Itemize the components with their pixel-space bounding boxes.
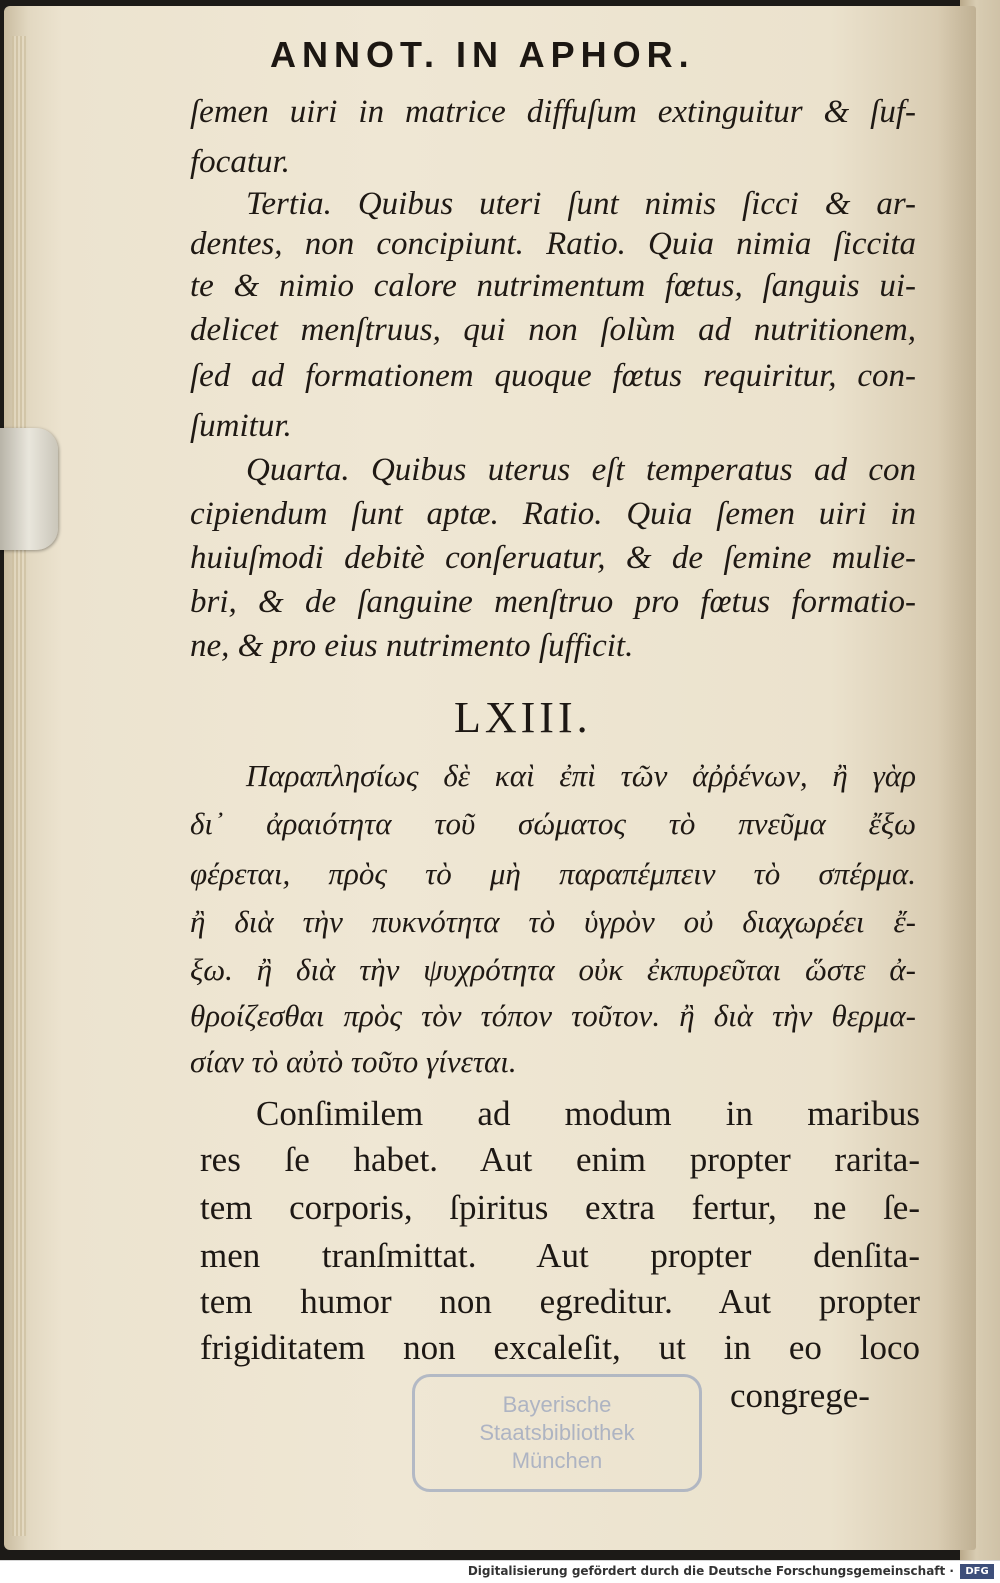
translation-line: res ſe habet. Aut enim propter rarita- [200,1140,920,1179]
page-fore-edge [12,36,26,1536]
latin-line: Tertia. Quibus uteri ſunt nimis ſicci & ar- [246,186,916,222]
latin-line: delicet menſtruus, qui non ſolùm ad nutritionem, [190,312,916,348]
translation-line: men tranſmittat. Aut propter denſita- [200,1236,920,1275]
running-head: ANNOT. IN APHOR. [270,34,695,75]
latin-line: huiuſmodi debitè conſeruatur, & de ſemine mulie- [190,540,916,576]
greek-line: δι᾽ ἀραιότητα τοῦ σώματος τὸ πνεῦμα ἔξω [190,806,916,841]
latin-line: ſed ad formationem quoque fœtus requiritur, con- [190,358,916,394]
aphorism-number: LXIII. [454,693,592,742]
translation-line: frigiditatem non excaleſit, ut in eo loco [200,1328,920,1367]
library-stamp [412,1374,702,1492]
latin-line: focatur. [190,144,290,180]
catchword: congrege- [730,1376,870,1415]
latin-line: te & nimio calore nutrimentum fœtus, ſanguis ui- [190,268,916,304]
greek-line: φέρεται, πρὸς τὸ μὴ παραπέμπειν τὸ σπέρμα. [190,856,916,891]
greek-line: ξω. ἢ διὰ τὴν ψυχρότητα οὐκ ἐκπυρεῦται ὥστε ἀ- [190,952,916,987]
footer-bar [0,1560,1000,1583]
footer-credit: Digitalisierung gefördert durch die Deutsche Forschungsgemeinschaft · [467,1564,954,1578]
translation-line: tem corporis, ſpiritus extra fertur, ne ſe- [200,1188,920,1227]
latin-line: bri, & de ſanguine menſtruo pro fœtus formatio- [190,584,916,620]
stamp-line: Staatsbibliothek [479,1420,635,1445]
latin-line: ſemen uiri in matrice diffuſum extinguitur & ſuf- [190,94,916,130]
greek-line: σίαν τὸ αὐτὸ τοῦτο γίνεται. [190,1044,517,1079]
stamp-line: München [511,1448,603,1473]
page-clip [0,428,58,550]
latin-line: ſumitur. [190,408,292,444]
dfg-logo[interactable]: DFG [960,1564,994,1579]
latin-line: cipiendum ſunt aptæ. Ratio. Quia ſemen uiri in [190,496,916,532]
stamp-line: Bayerische [502,1392,612,1417]
latin-line: ne, & pro eius nutrimento ſufficit. [190,628,634,664]
translation-line: Conſimilem ad modum in maribus [256,1094,920,1133]
latin-line: Quarta. Quibus uterus eſt temperatus ad con [246,452,916,488]
latin-line: dentes, non concipiunt. Ratio. Quia nimia ſiccita [190,226,916,262]
translation-line: tem humor non egreditur. Aut propter [200,1282,920,1321]
greek-line: ἢ διὰ τὴν πυκνότητα τὸ ὑγρὸν οὐ διαχωρέει ἔ- [190,904,916,939]
greek-line: θροίζεσθαι πρὸς τὸν τόπον τοῦτον. ἢ διὰ τὴν θερμα- [190,998,916,1033]
greek-line: Παραπλησίως δὲ καὶ ἐπὶ τῶν ἀῤῥένων, ἢ γὰρ [246,758,916,793]
